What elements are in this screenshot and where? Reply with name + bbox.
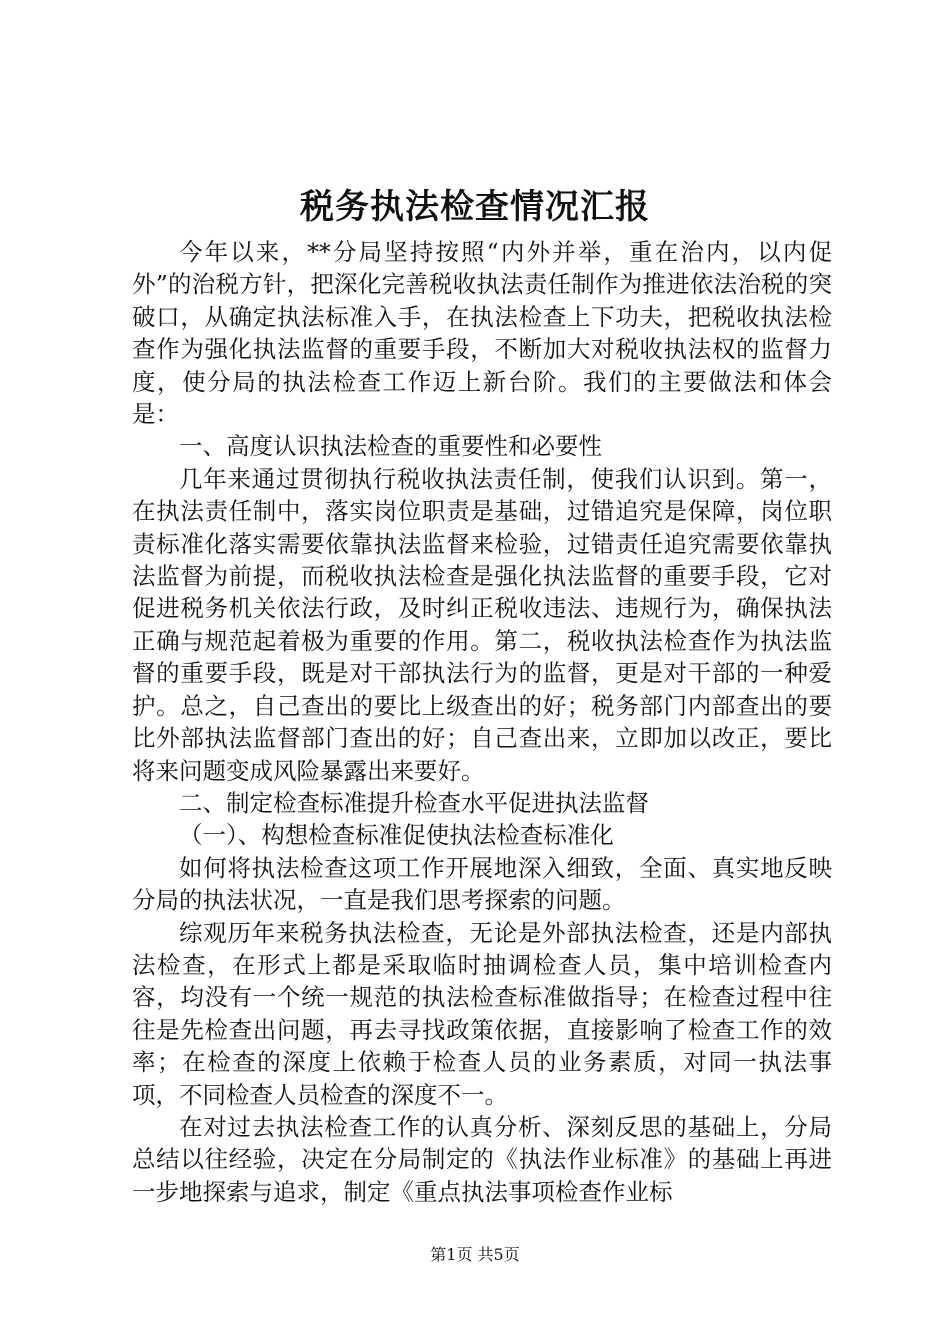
document-title: 税务执法检查情况汇报 — [300, 187, 650, 227]
document-body — [132, 236, 832, 1208]
paragraph-2-1-b: 综观历年来税务执法检查，无论是外部执法检查，还是内部执法检查，在形式上都是采取临时抽调检查人员，集中培训检查内容，均没有一个统一规范的执法检查标准做指导；在检查过程中往往是先检查出问题，再去寻找政策依据，直接影响了检查工作的效率；在检查的深度上依赖于检查人员的业务素质，对同一执法事项，不同检查人员检查的深度不一。 — [132, 918, 832, 1109]
paragraph-section-1: 几年来通过贯彻执行税收执法责任制，使我们认识到。第一，在执法责任制中，落实岗位职责是基础，过错追究是保障，岗位职责标准化落实需要依靠执法监督来检验，过错责任追究需要依靠执法监督为前提，而税收执法检查是强化执法监督的重要手段，它对促进税务机关依法行政，及时纠正税收违法、违规行为，确保执法正确与规范起着极为重要的作用。第二，税收执法检查作为执法监督的重要手段，既是对干部执法行为的监督，更是对干部的一种爱护。总之，自己查出的要比上级查出的好；税务部门内部查出的要比外部执法监督部门查出的好；自己查出来，立即加以改正，要比将来问题变成风险暴露出来要好。 — [132, 464, 832, 785]
paragraph-2-1-a: 如何将执法检查这项工作开展地深入细致，全面、真实地反映分局的执法状况，一直是我们思考探索的问题。 — [132, 853, 832, 915]
paragraph-2-1-c: 在对过去执法检查工作的认真分析、深刻反思的基础上，分局总结以往经验，决定在分局制定的《执法作业标准》的基础上再进一步地探索与追求，制定《重点执法事项检查作业标 — [132, 1112, 832, 1206]
subsection-heading-2-1: （一）、构想检查标准促使执法检查标准化 — [179, 821, 614, 850]
page-number-footer: 第1页 共5页 — [430, 1245, 520, 1264]
paragraph-intro: 今年以来，**分局坚持按照“内外并举，重在治内，以内促外”的治税方针，把深化完善税收执法责任制作为推进依法治税的突破口，从确定执法标准入手，在执法检查上下功夫，把税收执法检查作为强化执法监督的重要手段，不断加大对税收执法权的监督力度，使分局的执法检查工作迈上新台阶。我们的主要做法和体会是： — [132, 238, 832, 429]
section-heading-2: 二、制定检查标准提升检查水平促进执法监督 — [179, 788, 649, 817]
section-heading-1: 一、高度认识执法检查的重要性和必要性 — [179, 432, 602, 461]
